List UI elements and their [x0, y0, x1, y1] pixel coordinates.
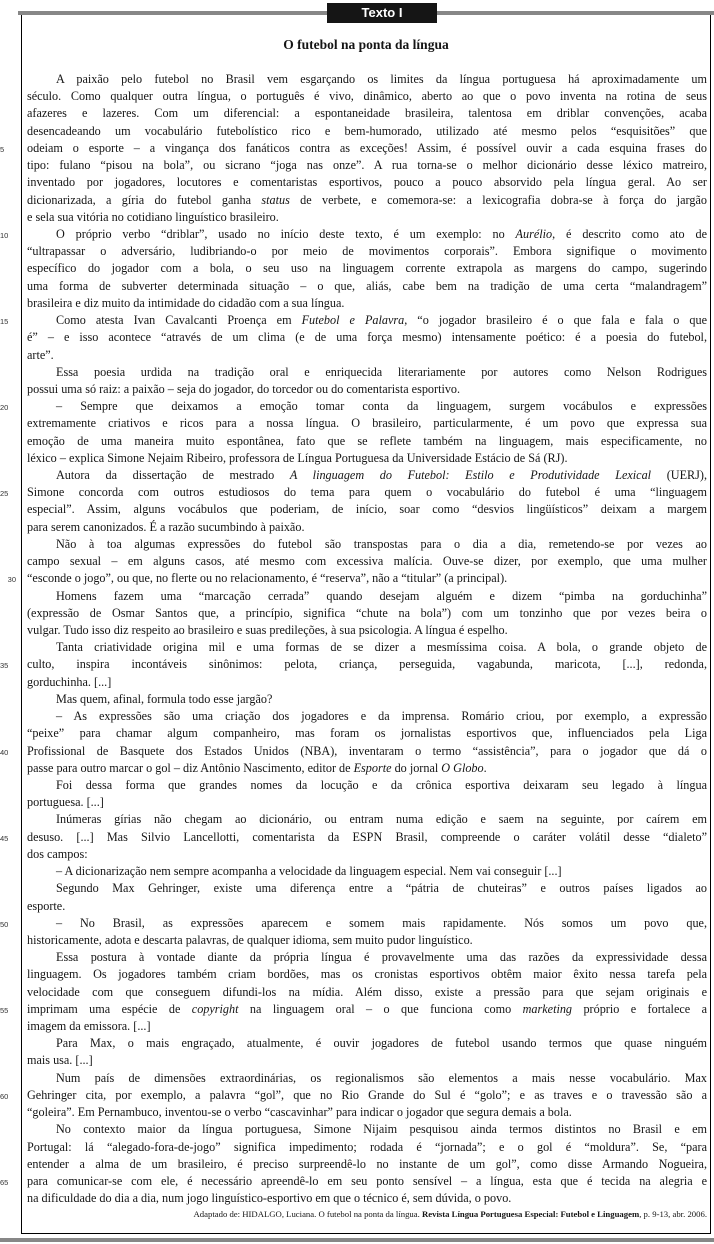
text-line: 65 para comunicar-se com ele, é necessário apreendê-lo em seu ponto sensível – a língua, esta que é tecida na alegria e	[0, 1174, 707, 1188]
line-number: 55	[0, 1005, 9, 1015]
text-line: 60 Gehringer cita, por exemplo, a palavra “gol”, que no Rio Grande do Sul é “golo”; e as traves e o travessão são a	[0, 1087, 707, 1102]
page-title: O futebol na ponta da língua	[283, 37, 449, 52]
footer-citation: Adaptado de: HIDALGO, Luciana. O futebol na ponta da língua. Revista Língua Portuguesa Especial: Futebol e Linguagem, p. 9-13, abr. 2006.	[193, 1209, 707, 1219]
document-border	[0, 13, 711, 1234]
text-line: emoção de uma maneira muito espontânea, fato que se reflete também na linguagem, mais especificamente, no	[27, 433, 707, 448]
text-line: Mas quem, afinal, formula todo esse jargão?	[56, 691, 273, 706]
text-line: 15 Como atesta Ivan Cavalcanti Proença em Futebol e Palavra, “o jogador brasileiro é o que fala e fala o que	[0, 313, 708, 328]
text-line: “goleira”. Em Pernambuco, inventou-se o verbo “cascavinhar” para indicar o jogador que segura demais a bola.	[27, 1105, 572, 1120]
text-line: – As expressões são uma criação dos jogadores e da imprensa. Romário criou, por exemplo, a expressão	[56, 709, 707, 724]
text-line: na dificuldade do dia a dia, num jogo linguístico-esportivo em que o técnico é, sem dúvida, o povo.	[27, 1191, 512, 1206]
text-line: A paixão pelo futebol no Brasil vem esgarçando os limites da língua portuguesa há aproximadamente um	[56, 72, 707, 86]
text-line: especial”. Assim, alguns vocábulos que poderiam, de início, soar como “desvios lingüísticos” deixam a margem	[27, 502, 707, 517]
line-number: 65	[0, 1178, 9, 1187]
text-line: dicionarizada, a gíria do futebol ganha status de verbete, e comemora-se: a lexicografia dobra-se à força do jargão	[27, 192, 707, 207]
bottom-divider	[0, 1238, 714, 1242]
text-line: século. Como qualquer outra língua, o português é vivo, dinâmico, aberto ao que o povo inventa na rotina de seus	[27, 89, 707, 104]
text-line: passe para outro marcar o gol – diz Antônio Nascimento, editor de Esporte do jornal O Globo.	[27, 760, 487, 775]
text-line: 30 “esconde o jogo”, ou que, no flerte ou no relacionamento, é “reserva”, não a “titular” (a principal).	[27, 570, 707, 587]
text-line: é” – e isso acontece “através de um clima (e de uma força mesmo) intensamente poético: é a poesia do futebol,	[27, 330, 707, 345]
line-number: 45	[0, 833, 9, 843]
text-line: afazeres e lazeres. Com um diferencial: a espontaneidade brasileira, talentosa em driblar convenções, acaba	[27, 106, 707, 121]
text-line: para serem canonizados. É a razão sucumbindo à paixão.	[27, 519, 305, 534]
text-line: 25 Simone concorda com outros estudiosos do tema para quem o vocabulário do futebol é uma “linguagem	[0, 485, 707, 500]
text-line: linguagem. Os jogadores também criam bordões, mas os cronistas esportivos obtêm maior êxito nessa tarefa pela	[27, 967, 707, 982]
text-line: campo sexual – em alguns casos, até mesmo com excessiva malícia. Ouve-se dizer, por exemplo, que uma mulher	[27, 554, 707, 569]
line-number: 25	[0, 489, 9, 499]
text-line: Para Max, o mais engraçado, atualmente, é ouvir jogadores de futebol usando termos que quase ninguém	[56, 1036, 707, 1051]
line-number: 40	[0, 747, 9, 757]
text-line: Autora da dissertação de mestrado A linguagem do Futebol: Estilo e Produtividade Lexical (UERJ),	[56, 468, 707, 483]
text-line: extremamente criativos e ricos para a nossa língua. O brasileiro, particularmente, é um povo que expressa sua	[27, 416, 707, 431]
text-line: Essa postura à vontade diante da própria língua é provavelmente uma das razões da expressividade dessa	[56, 950, 707, 965]
text-line: gorduchinha. [...]	[27, 674, 112, 689]
text-line: Foi dessa forma que grandes nomes da locução e da crônica esportiva deixaram seu legado à língua	[56, 777, 707, 792]
text-line: “ultrapassar o adversário, ludibriando-o por meio de movimentos corporais”. Embora signifique o movimento	[27, 244, 707, 259]
text-line: Não à toa algumas expressões do futebol são transpostas para o dia a dia, remetendo-se por vezes ao	[56, 536, 707, 551]
text-line: desencadeando um vocabulário futebolístico rico e bem-humorado, utilizado até mesmo pelos “esquisitões” que	[27, 123, 707, 138]
texto-label: Texto I	[327, 3, 437, 23]
text-line: dos campos:	[27, 846, 88, 861]
text-line: 45 desuso. [...] Mas Silvio Lancellotti, comentarista da ESPN Brasil, compreende o caráter volátil desse “dialeto”	[0, 829, 707, 844]
text-line: 50 – No Brasil, as expressões aparecem e somem mais rapidamente. Nós somos um povo que,	[0, 915, 707, 930]
text-line: vulgar. Tudo isso diz respeito ao brasileiro e suas predileções, à sua psicologia. A língua é espelho.	[27, 623, 508, 637]
text-body	[0, 71, 708, 1207]
text-line: – A dicionarização nem sempre acompanha a velocidade da linguagem especial. Nem vai conseguir [...]	[56, 864, 562, 879]
text-line: 35 culto, inspira incontáveis sinônimos: pelota, criança, perseguida, vagabunda, maricota, [...], redonda,	[0, 657, 707, 672]
text-line: 40 Profissional de Basquete dos Estados Unidos (NBA), inventaram o termo “assistência”, para o jogador que dá o	[0, 743, 707, 758]
line-number: 30	[7, 575, 16, 585]
text-line: historicamente, adota e descarta palavras, de qualquer idioma, sem muito pudor linguístico.	[27, 932, 473, 947]
text-line: Essa poesia urdida na tradição oral e enriquecida literariamente por autores como Nelson Rodrigues	[56, 364, 707, 379]
text-line: específico do jogador com a bola, o seu uso na linguagem corrente extrapola as margens do campo, sugerindo	[27, 261, 707, 276]
text-line: Tanta criatividade origina mil e uma formas de se dizer a mesmíssima coisa. A bola, o grande objeto de	[56, 640, 707, 655]
text-line: uma forma de subverter determinada situação – o que, aliás, cabe bem na tradição de uma certa “malandragem”	[27, 278, 707, 293]
text-line: Num país de dimensões extraordinárias, os regionalismos são elementos a mais nesse vocabulário. Max	[56, 1070, 707, 1085]
text-line: mais usa. [...]	[27, 1053, 93, 1068]
text-line: Portugal: lá “alegado-fora-de-jogo” significa impedimento; rodada é “jornada”; e o gol é “moldura”. Se, “para	[27, 1139, 707, 1154]
text-line: 20 – Sempre que deixamos a emoção tomar conta da linguagem, surgem vocábulos e expressões	[0, 399, 707, 414]
text-line: inventado por jogadores, locutores e comentaristas esportivos, pouco a pouco absorvido pela língua geral. Ao ser	[27, 175, 707, 190]
text-line: Homens fazem uma “marcação cerrada” quando desejam alguém e dizem “pimba na gorduchinha”	[56, 588, 707, 603]
line-number: 10	[0, 230, 9, 240]
text-line: 55 imprimam uma espécie de copyright na linguagem oral – o que funciona como marketing próprio e fortalece a	[0, 1001, 707, 1016]
line-number: 5	[0, 144, 5, 154]
line-number: 15	[0, 317, 9, 327]
line-number: 20	[0, 403, 9, 413]
text-line: brasileira e diz muito da intimidade do cidadão com a sua língua.	[27, 295, 345, 310]
text-line: 10 O próprio verbo “driblar”, usado no início deste texto, é um exemplo: no Aurélio, é descrito como ato de	[0, 226, 707, 241]
text-line: entender a alma de um brasileiro, é preciso surpreendê-lo no instante de um gol”, como disse Armando Nogueira,	[27, 1156, 707, 1171]
text-line: No contexto maior da língua portuguesa, Simone Nijaim pesquisou ainda termos distintos no Brasil e em	[56, 1122, 707, 1137]
text-line: tipo: fulano “pisou na bola”, ou sicrano “joga nas onze”. A rua torna-se o melhor dicionário desse léxico matreiro,	[27, 158, 707, 173]
text-line: “peixe” para chamar algum companheiro, mas foram os jornalistas esportivos que, influenciados pela Liga	[27, 726, 707, 741]
text-line: 5 odeiam o esporte – a vingança dos fanáticos contra as exceções! Assim, é possível ouvir a cada esquina frases do	[0, 140, 707, 155]
text-line: esporte.	[27, 898, 66, 913]
text-line: léxico – explica Simone Nejaim Ribeiro, professora de Língua Portuguesa da Universidade Estácio de Sá (RJ).	[27, 450, 568, 465]
text-line: (expressão de Osmar Santos que, a princípio, significa “chute na bola”) com um tonzinho que por vezes beira o	[27, 605, 707, 620]
text-line: arte”.	[27, 347, 54, 362]
text-line: portuguesa. [...]	[27, 795, 104, 810]
text-line: imagem da emissora. [...]	[27, 1019, 151, 1034]
text-line: Inúmeras gírias não chegam ao dicionário, ou entram numa edição e saem na seguinte, por caírem em	[56, 812, 707, 827]
line-number: 50	[0, 919, 9, 929]
line-number: 60	[0, 1091, 9, 1101]
text-line: possui uma só raiz: a paixão – seja do jogador, do torcedor ou do comentarista esportivo.	[27, 381, 461, 396]
line-number: 35	[0, 661, 9, 671]
text-line: e sela sua vitória no cotidiano linguístico brasileiro.	[27, 209, 279, 224]
text-line: velocidade com que conseguem difundi-los na mídia. Além disso, existe a pressão para que sejam originais e	[27, 984, 707, 999]
text-line: Segundo Max Gehringer, existe uma diferença entre a “pátria de chuteiras” e outros países ligados ao	[56, 881, 707, 896]
